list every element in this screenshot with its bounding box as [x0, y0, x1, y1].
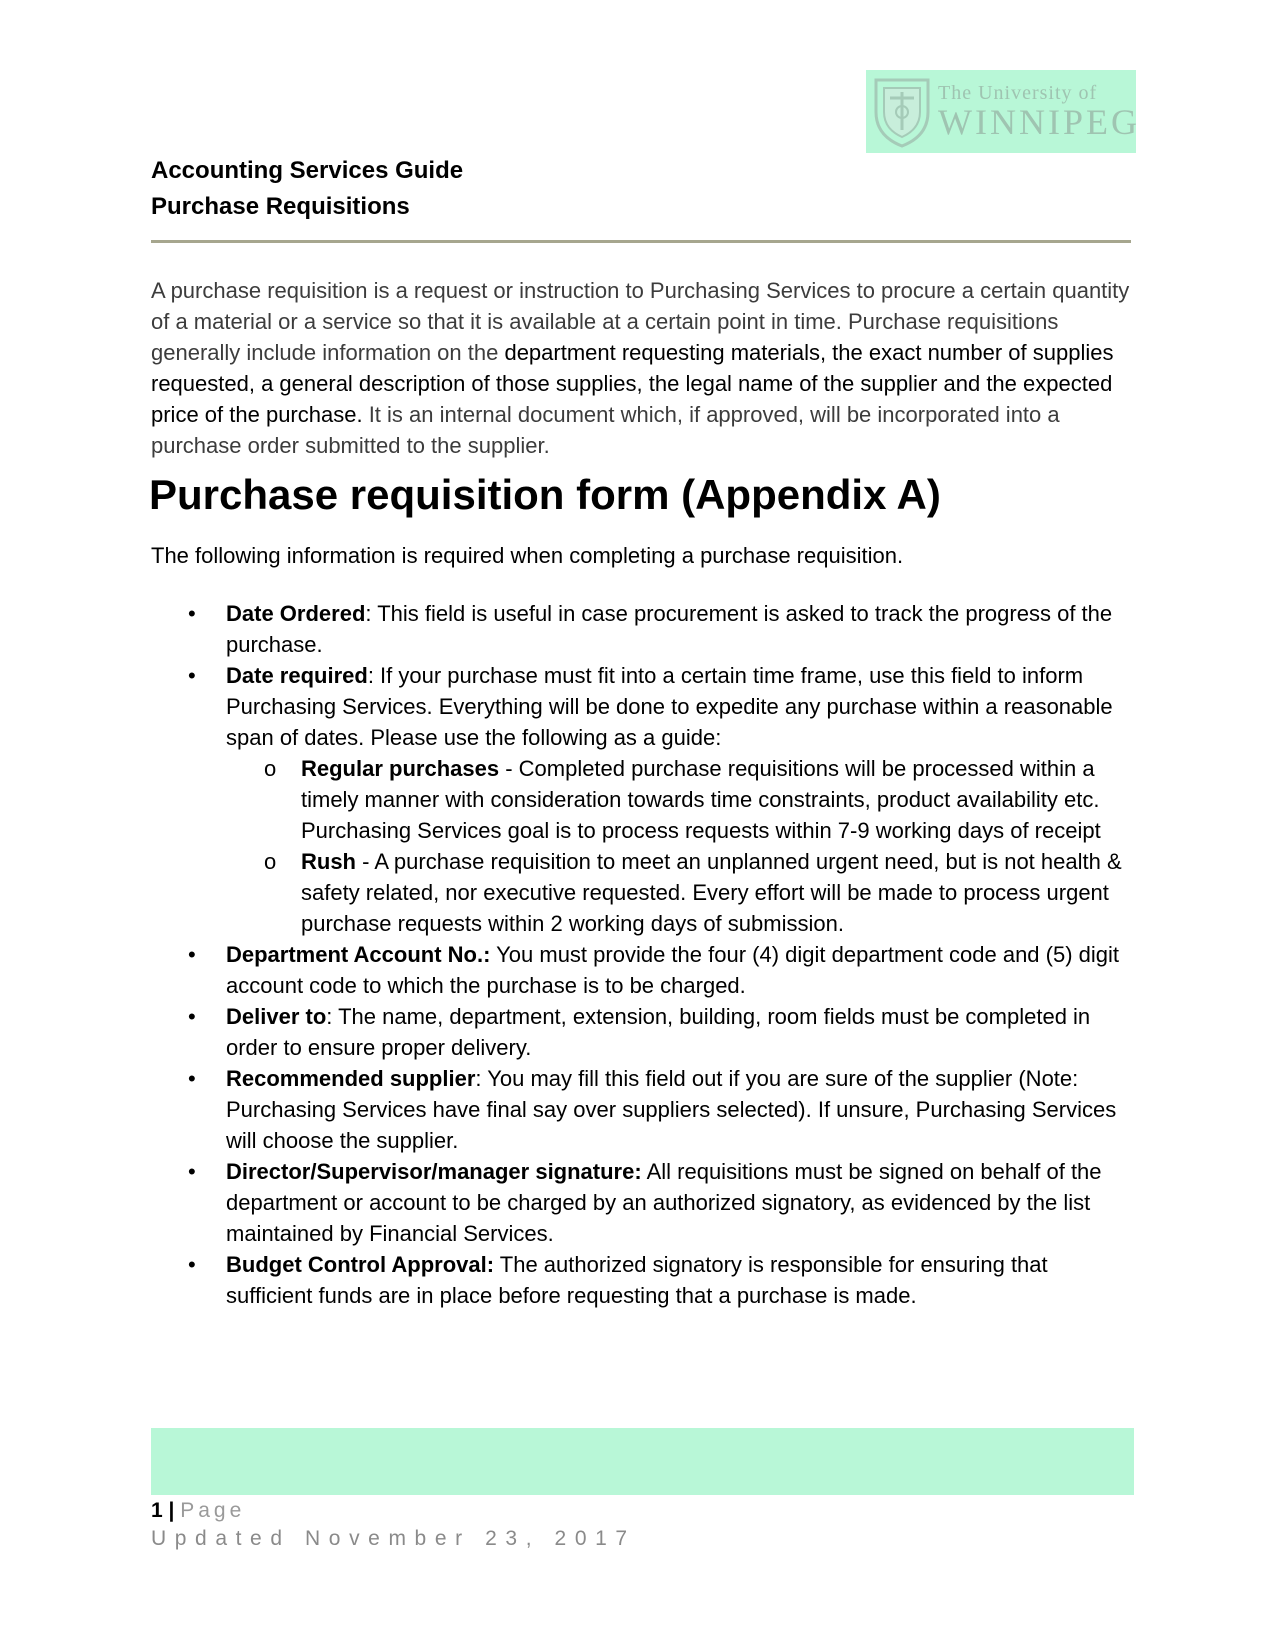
item-text: : The name, department, extension, building, room fields must be completed in order to ensure proper delivery. [226, 1004, 1091, 1060]
page-separator: | [162, 1499, 181, 1522]
section-heading: Purchase requisition form (Appendix A) [149, 471, 941, 518]
item-label: Deliver to [226, 1004, 327, 1029]
footer-band [151, 1428, 1134, 1495]
sub-list-item [226, 753, 1136, 846]
header-divider [151, 240, 1131, 243]
item-text: : If your purchase must fit into a certain time frame, use this field to inform Purchasing Services. Everything will be done to expedite any purchase within a reasonable span of dates. Please use the following as a guide: [226, 663, 1113, 750]
list-item [151, 939, 1136, 1001]
header-line-2: Purchase Requisitions [151, 193, 410, 220]
intro-part-3: It is an internal document which, if approved, will be incorporated into a purchase order submitted to the supplier. [151, 402, 1060, 458]
item-label: Budget Control Approval: [226, 1252, 495, 1277]
sub-item-text: - Completed purchase requisitions will be processed within a timely manner with consideration towards time constraints, product availability etc. Purchasing Services goal is to process requests within 7-9 working days of receipt [301, 756, 1101, 843]
sub-list-item [226, 846, 1136, 939]
intro-paragraph [151, 275, 1141, 461]
page-number-value: 1 [151, 1499, 163, 1522]
list-item [151, 1063, 1136, 1156]
logo-text-line1: The University of [938, 82, 1098, 104]
list-item [151, 598, 1136, 660]
sub-bullet-marker: o [264, 849, 277, 874]
university-logo [866, 70, 1140, 153]
sub-list [151, 753, 1136, 939]
document-header [151, 153, 463, 225]
logo-text-line2: WINNIPEG [938, 102, 1140, 142]
item-text: All requisitions must be signed on behalf of the department or account to be charged by an authorized signatory, as evidenced by the list maintained by Financial Services. [226, 1159, 1102, 1246]
intro-part-2: department requesting materials, the exact number of supplies requested, a general description of those supplies, the legal name of the supplier and the expected price of the purchase. [151, 340, 1114, 427]
item-text: You must provide the four (4) digit department code and (5) digit account code to which the purchase is to be charged. [226, 942, 1120, 998]
section-lead: The following information is required when completing a purchase requisition. [151, 543, 904, 568]
sub-item-label: Rush [301, 849, 356, 874]
sub-bullet-marker: o [264, 756, 277, 781]
list-item [151, 660, 1136, 939]
header-line-1: Accounting Services Guide [151, 157, 464, 184]
bullet-marker: • [188, 942, 196, 967]
item-text: : You may fill this field out if you are sure of the supplier (Note: Purchasing Services have final say over suppliers selected). If unsure, Purchasing Services will choose the supplier. [226, 1066, 1117, 1153]
sub-item-text: - A purchase requisition to meet an unplanned urgent need, but is not health & safety related, nor executive requested. Every effort will be made to process urgent purchase requests within 2 working days of submission. [301, 849, 1122, 936]
item-text: : This field is useful in case procurement is asked to track the progress of the purchase. [226, 601, 1113, 657]
sub-item-label: Regular purchases [301, 756, 500, 781]
item-label: Recommended supplier [226, 1066, 476, 1091]
page-number [151, 1499, 245, 1523]
bullet-marker: • [188, 1066, 196, 1091]
intro-part-1: A purchase requisition is a request or instruction to Purchasing Services to procure a certain quantity of a material or a service so that it is available at a certain point in time. Purchase requisitions generally include information on the [151, 278, 1130, 365]
item-label: Department Account No.: [226, 942, 491, 967]
bullet-marker: • [188, 1159, 196, 1184]
list-item [151, 1249, 1136, 1311]
page-label: Page [180, 1499, 246, 1522]
bullet-marker: • [188, 663, 196, 688]
item-label: Date required [226, 663, 368, 688]
list-item [151, 1001, 1136, 1063]
item-text: The authorized signatory is responsible for ensuring that sufficient funds are in place before requesting that a purchase is made. [226, 1252, 1048, 1308]
crest-icon [870, 74, 934, 149]
bullet-marker: • [188, 601, 196, 626]
item-label: Date Ordered [226, 601, 366, 626]
updated-date: Updated November 23, 2017 [151, 1527, 636, 1550]
bullet-marker: • [188, 1252, 196, 1277]
item-label: Director/Supervisor/manager signature: [226, 1159, 642, 1184]
list-item [151, 1156, 1136, 1249]
requirements-list [151, 598, 1136, 1311]
bullet-marker: • [188, 1004, 196, 1029]
